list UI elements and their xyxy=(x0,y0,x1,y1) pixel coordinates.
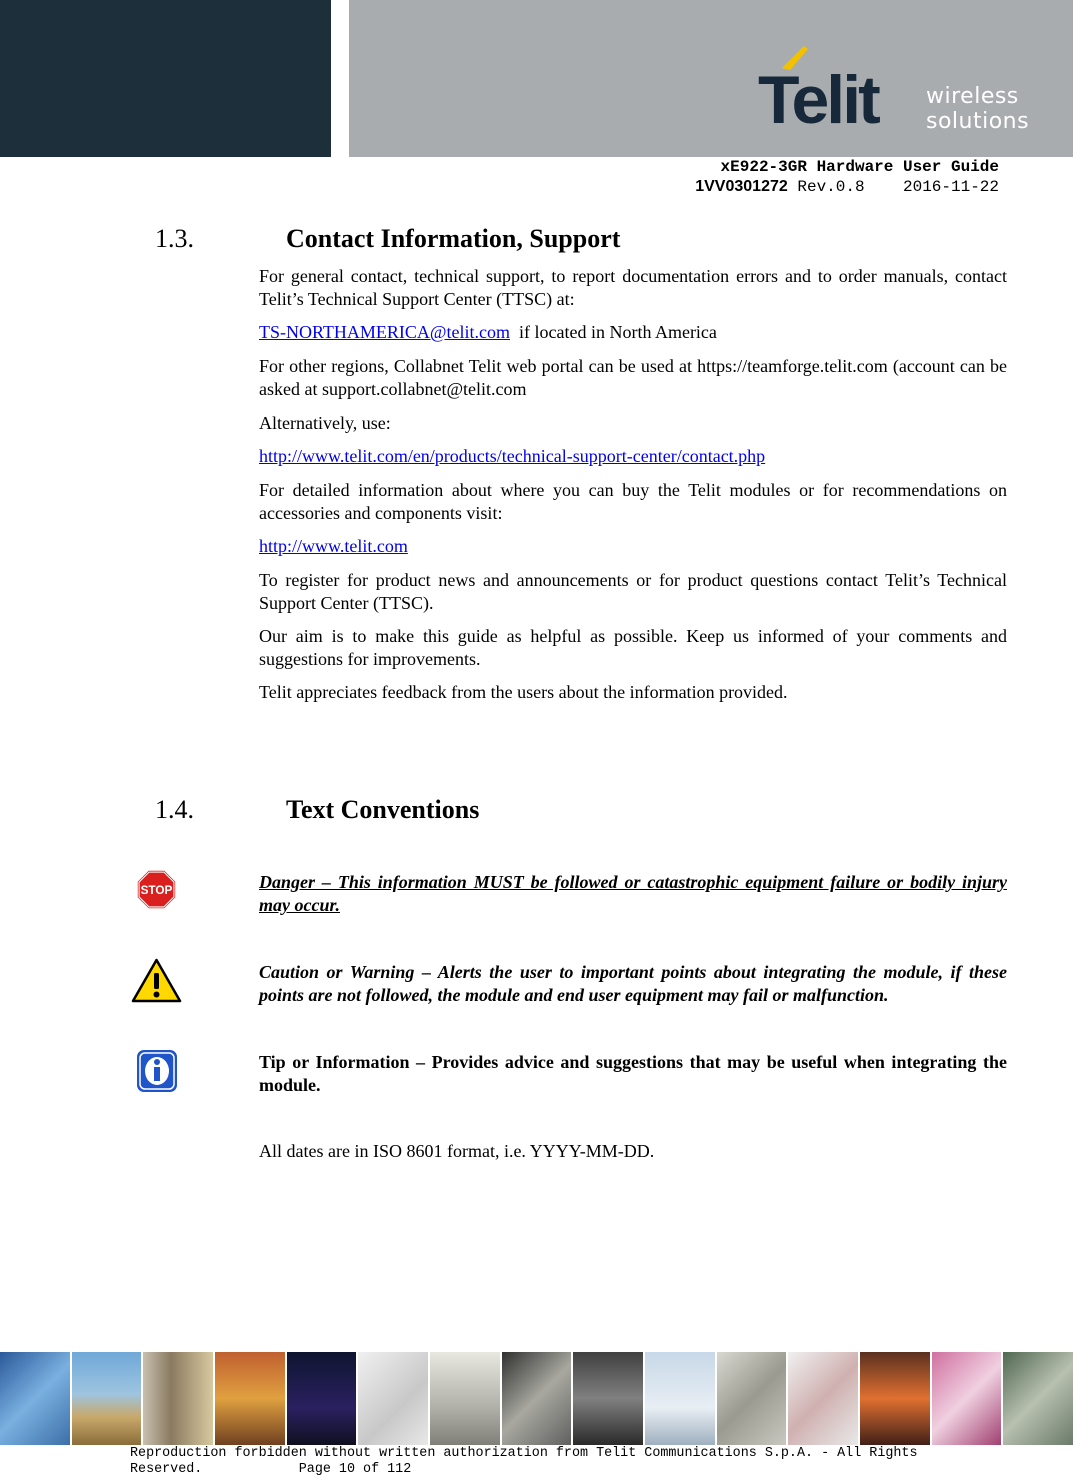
convention-danger-text: Danger – This information MUST be followed or catastrophic equipment failure or bodily injury may occur. xyxy=(259,872,1007,915)
contact-paragraph-support-link xyxy=(259,445,1007,468)
contact-paragraph-email xyxy=(259,321,1007,344)
convention-caution-text: Caution or Warning – Alerts the user to important points about integrating the module, if these points are not followed, the module and end user equipment may fail or malfunction. xyxy=(259,962,1007,1005)
stop-icon xyxy=(136,869,177,910)
document-revision-date: Rev.0.8 2016-11-22 xyxy=(787,178,999,196)
footer-photo-vending xyxy=(573,1352,643,1445)
footer-photo-containers xyxy=(143,1352,213,1445)
footer-photo-wind-turbines xyxy=(645,1352,715,1445)
footer-photo-industrial xyxy=(932,1352,1002,1445)
email-link[interactable]: TS-NORTHAMERICA@telit.com xyxy=(259,322,510,342)
section-title: Contact Information, Support xyxy=(286,224,621,253)
header-dark-panel xyxy=(0,0,331,157)
footer-photo-meter xyxy=(717,1352,787,1445)
convention-tip-text: Tip or Information – Provides advice and suggestions that may be useful when integrating the module. xyxy=(259,1052,1007,1095)
footer-photo-camera xyxy=(1003,1352,1073,1445)
contact-paragraph-where-to-buy: For detailed information about where you can buy the Telit modules or for recommendations on accessories and components visit: xyxy=(259,480,1007,523)
logo-tagline-line-1: wireless xyxy=(926,84,1019,109)
email-suffix: if located in North America xyxy=(509,322,717,342)
footer-photo-cyclist xyxy=(430,1352,500,1445)
dates-format-note: All dates are in ISO 8601 format, i.e. YYYY-MM-DD. xyxy=(259,1141,655,1161)
telit-logo-wordmark: Telit xyxy=(758,62,878,138)
section-title: Text Conventions xyxy=(286,795,480,824)
warning-icon xyxy=(131,958,182,1003)
contact-paragraph-site-link xyxy=(259,535,1007,558)
contact-paragraph-alternatively: Alternatively, use: xyxy=(259,413,391,433)
contact-paragraph-register: To register for product news and announcements or for product questions contact Telit’s Technical Support Center (TTSC). xyxy=(259,570,1007,613)
footer-photo-lab xyxy=(788,1352,858,1445)
telit-site-link[interactable]: http://www.telit.com xyxy=(259,536,408,556)
document-reference xyxy=(695,177,999,197)
contact-paragraph-feedback-aim: Our aim is to make this guide as helpful as possible. Keep us informed of your comments and suggestions for improvements. xyxy=(259,626,1007,669)
section-number: 1.3. xyxy=(155,224,194,253)
logo-tagline-line-2: solutions xyxy=(926,109,1030,134)
document-code: 1VV0301272 xyxy=(695,178,788,195)
contact-paragraph-appreciates: Telit appreciates feedback from the users about the information provided. xyxy=(259,682,788,702)
telit-logo-tagline xyxy=(926,84,1029,134)
section-number: 1.4. xyxy=(155,795,194,824)
footer-photo-transit xyxy=(860,1352,930,1445)
footer-photo-cargo xyxy=(215,1352,285,1445)
footer-photo-clock-display xyxy=(287,1352,357,1445)
support-center-link[interactable]: http://www.telit.com/en/products/technical-support-center/contact.php xyxy=(259,446,766,466)
footer-line-2: Reserved. Page 10 of 112 xyxy=(130,1462,412,1477)
info-icon xyxy=(136,1049,178,1093)
stop-icon-label: STOP xyxy=(140,884,173,898)
contact-paragraph-general: For general contact, technical support, to report documentation errors and to order manuals, contact Telit’s Technical Support Center (TTSC) at: xyxy=(259,266,1007,309)
footer-copyright xyxy=(130,1446,918,1478)
document-title: xE922-3GR Hardware User Guide xyxy=(720,158,999,176)
contact-paragraph-regions: For other regions, Collabnet Telit web portal can be used at https://teamforge.telit.com (account can be asked at support.collabnet@telit.com xyxy=(259,356,1007,399)
footer-photo-device xyxy=(502,1352,572,1445)
footer-photo-keyboard xyxy=(358,1352,428,1445)
footer-photo-traffic xyxy=(0,1352,70,1445)
footer-photo-road-sign xyxy=(72,1352,142,1445)
footer-line-1: Reproduction forbidden without written authorization from Telit Communications S.p.A. - All Rights xyxy=(130,1446,918,1461)
footer-image-strip xyxy=(0,1352,1073,1445)
